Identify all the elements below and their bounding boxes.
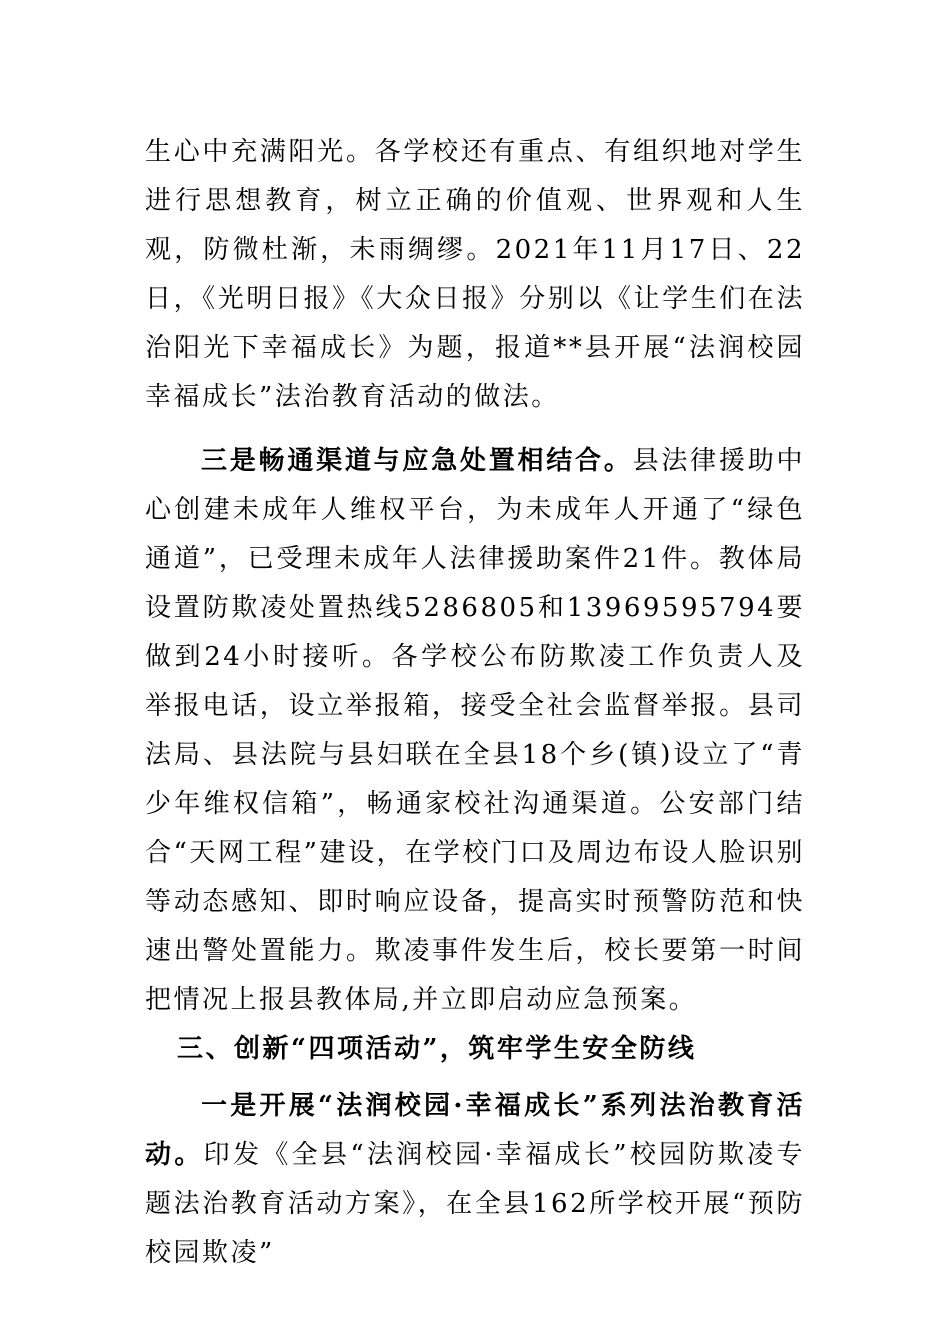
paragraph-lead-channels: 三是畅通渠道与应急处置相结合。 <box>201 446 633 476</box>
section-heading: 三、创新“四项活动”，筑牢学生安全防线 <box>177 1034 697 1064</box>
paragraph-continuation: 生心中充满阳光。各学校还有重点、有组织地对学生进行思想教育，树立正确的价值观、世界观和人生观，防微杜渐，未雨绸缪。2021年11月17日、22日，《光明日报》《大众日报》分别以《让学生们在法治阳光下幸福成长》为题，报道**县开展“法润校园 幸福成长”法治教育活动的做法。 <box>145 137 805 412</box>
paragraph-lead-activities: 一是开展“法润校园·幸福成长”系列法治教育活动。 <box>145 1091 805 1170</box>
paragraph-activities <box>145 1082 805 1278</box>
paragraph-body-activities: 印发《全县“法润校园·幸福成长”校园防欺凌专题法治教育活动方案》，在全县162所学校开展“预防校园欺凌” <box>145 1140 805 1268</box>
document-body <box>145 128 805 1278</box>
paragraph-body-channels: 县法律援助中心创建未成年人维权平台，为未成年人开通了“绿色通道”，已受理未成年人法律援助案件21件。教体局设置防欺凌处置热线5286805和13969595794要做到24小时接听。各学校公布防欺凌工作负责人及举报电话，设立举报箱，接受全社会监督举报。县司法局、县法院与县妇联在全县18个乡(镇)设立了“青少年维权信箱”，畅通家校社沟通渠道。公安部门结合“天网工程”建设，在学校门口及周边布设人脸识别等动态感知、即时响应设备，提高实时预警防范和快速出警处置能力。欺凌事件发生后，校长要第一时间把情况上报县教体局,并立即启动应急预案。 <box>145 446 805 1015</box>
paragraph-channels <box>145 437 805 1025</box>
